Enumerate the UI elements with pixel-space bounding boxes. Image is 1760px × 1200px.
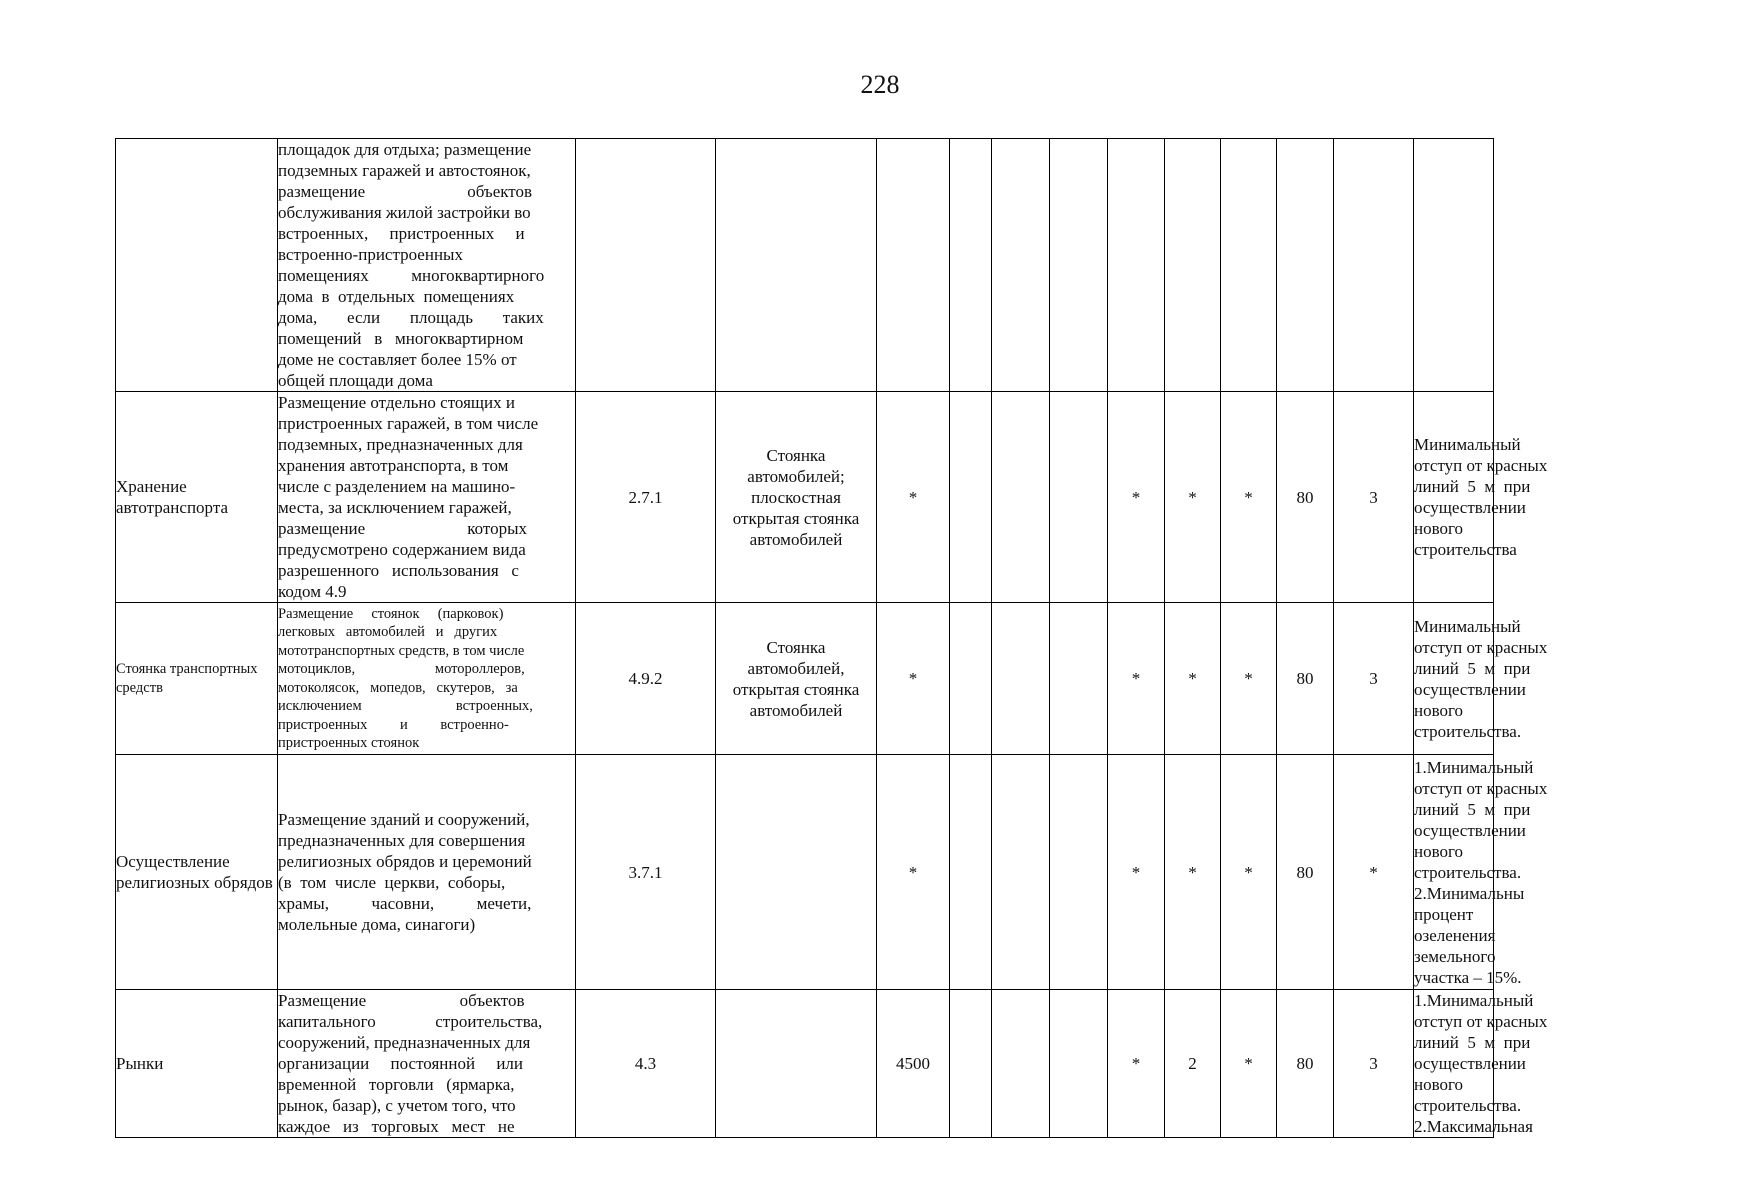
description-line: размещение которых [278,519,527,538]
note-line: линий 5 м при [1414,1033,1531,1052]
param-cell [992,990,1050,1138]
description-line: пристроенных гаражей, в том числе [278,414,539,433]
use-name-cell [116,139,278,392]
param-cell: * [877,392,950,603]
description-line: пристроенных стоянок [278,735,420,751]
description-line: общей площади дома [278,371,433,390]
description-line: сооружений, предназначенных для [278,1033,531,1052]
description-line: числе с разделением на машино- [278,477,516,496]
description-line: площадок для отдыха; размещение [278,140,532,159]
param-cell [950,139,992,392]
note-line: осуществлении [1414,498,1526,517]
description-line: хранения автотранспорта, в том [278,456,509,475]
note-line: строительства. [1414,721,1522,741]
auxiliary-use-cell [716,990,877,1138]
use-name-cell: Хранение автотранспорта [116,392,278,603]
use-name-cell: Осуществление религиозных обрядов [116,755,278,990]
use-name-cell: Рынки [116,990,278,1138]
auxiliary-use-cell [716,139,877,392]
description-line: помещений в многоквартирном [278,329,524,348]
description-line: рынок, базар), с учетом того, что [278,1096,516,1115]
table-row [116,392,1661,603]
note-line: строительства. [1414,1096,1522,1115]
description-line: храмы, часовни, мечети, [278,894,532,913]
description-line: разрешенного использования с [278,561,519,580]
param-cell: * [1165,603,1221,755]
param-cell [992,603,1050,755]
description-line: Размещение зданий и сооружений, [278,810,530,829]
param-cell: * [1108,603,1165,755]
param-cell: 4500 [877,990,950,1138]
page-number: 228 [860,70,900,99]
param-cell [1277,139,1334,392]
param-cell: * [1221,603,1277,755]
note-line: строительства [1414,540,1517,559]
description-line: легковых автомобилей и других [278,624,498,640]
description-line: Размещение объектов [278,991,525,1010]
use-description-cell [278,392,576,603]
description-line: размещение объектов [278,182,533,201]
use-description-cell [278,139,576,392]
param-cell [950,990,992,1138]
description-line: исключением встроенных, [278,698,533,714]
note-line: отступ от красных [1414,637,1548,657]
param-cell: 3 [1334,392,1414,603]
note-line: Минимальный [1414,616,1521,636]
note-cell [1414,755,1548,990]
param-cell: * [1165,392,1221,603]
note-line: процент [1414,904,1474,924]
table-row [116,755,1661,990]
param-cell [950,392,992,603]
param-cell [877,139,950,392]
note-cell [1414,392,1548,603]
param-cell: * [1108,755,1165,990]
description-line: помещениях многоквартирного [278,266,545,285]
description-line: капитального строительства, [278,1012,543,1031]
note-line: линий 5 м при [1414,799,1531,819]
table-row [116,990,1661,1138]
description-line: предназначенных для совершения [278,831,526,850]
param-cell [950,603,992,755]
use-description-cell [278,603,576,755]
param-cell: * [1108,990,1165,1138]
use-code-cell [576,139,716,392]
param-cell: * [877,755,950,990]
note-line: 1.Минимальный [1414,991,1534,1010]
description-line: предусмотрено содержанием вида [278,540,526,559]
note-line: озеленения [1414,925,1496,945]
param-cell: 3 [1334,990,1414,1138]
param-cell [1334,139,1414,392]
param-cell: * [1334,755,1414,990]
auxiliary-use-cell: Стоянка автомобилей, открытая стоянка автомобилей [716,603,877,755]
description-line: встроенных, пристроенных и [278,224,525,243]
description-line: Размещение отдельно стоящих и [278,393,515,412]
auxiliary-use-cell: Стоянка автомобилей; плоскостная открытая стоянка автомобилей [716,392,877,603]
description-line: религиозных обрядов и церемоний [278,852,532,871]
param-cell: * [1221,755,1277,990]
param-cell: * [1221,392,1277,603]
note-line: Минимальный [1414,435,1521,454]
note-line: линий 5 м при [1414,477,1531,496]
param-cell: 80 [1277,755,1334,990]
description-line: встроенно-пристроенных [278,245,463,264]
description-line: временной торговли (ярмарка, [278,1075,515,1094]
param-cell [1050,990,1108,1138]
note-line: строительства. [1414,862,1522,882]
use-code-cell: 3.7.1 [576,755,716,990]
param-cell [1221,139,1277,392]
param-cell: * [1165,755,1221,990]
description-line: каждое из торговых мест не [278,1117,515,1136]
auxiliary-use-cell [716,755,877,990]
land-use-table [115,138,1661,1138]
description-line: Размещение стоянок (парковок) [278,605,504,622]
description-line: мотоколясок, мопедов, скутеров, за [278,679,518,696]
description-line: мотоциклов, мотороллеров, [278,661,525,677]
param-cell: 80 [1277,990,1334,1138]
param-cell: * [1108,392,1165,603]
table-row [116,603,1661,755]
note-line: отступ от красных [1414,778,1548,798]
note-line: осуществлении [1414,679,1526,699]
param-cell [992,392,1050,603]
param-cell [950,755,992,990]
use-code-cell: 4.9.2 [576,603,716,755]
note-line: отступ от красных [1414,456,1548,475]
use-code-cell: 4.3 [576,990,716,1138]
description-line: подземных, предназначенных для [278,435,523,454]
use-description-cell [278,755,576,990]
note-cell [1414,139,1494,392]
description-line: доме не составляет более 15% от [278,350,517,369]
note-line: нового [1414,841,1464,861]
note-line: линий 5 м при [1414,658,1531,678]
param-cell [1165,139,1221,392]
note-line: земельного [1414,946,1496,966]
use-description-cell [278,990,576,1138]
description-line: кодом 4.9 [278,582,347,601]
note-line: 2.Максимальная [1414,1117,1533,1136]
note-line: участка – 15%. [1414,967,1522,987]
note-line: 2.Минимальны [1414,883,1525,903]
param-cell [1050,755,1108,990]
description-line: дома, если площадь таких [278,308,544,327]
note-line: нового [1414,519,1464,538]
note-cell [1414,990,1548,1138]
param-cell: * [1221,990,1277,1138]
param-cell: * [877,603,950,755]
use-code-cell: 2.7.1 [576,392,716,603]
description-line: дома в отдельных помещениях [278,287,515,306]
description-line: (в том числе церкви, соборы, [278,873,506,892]
param-cell [1050,392,1108,603]
note-line: осуществлении [1414,820,1526,840]
description-line: места, за исключением гаражей, [278,498,512,517]
param-cell [992,139,1050,392]
param-cell [1108,139,1165,392]
note-line: осуществлении [1414,1054,1526,1073]
param-cell [1050,139,1108,392]
param-cell: 3 [1334,603,1414,755]
note-line: нового [1414,700,1464,720]
description-line: молельные дома, синагоги) [278,915,476,934]
description-line: мототранспортных средств, в том числе [278,642,525,659]
description-line: подземных гаражей и автостоянок, [278,161,531,180]
param-cell [992,755,1050,990]
note-line: 1.Минимальный [1414,757,1534,777]
description-line: организации постоянной или [278,1054,524,1073]
note-line: отступ от красных [1414,1012,1548,1031]
note-line: нового [1414,1075,1464,1094]
param-cell: 80 [1277,392,1334,603]
param-cell [1050,603,1108,755]
use-name-cell: Стоянка транспортных средств [116,603,278,755]
table-row [116,139,1661,392]
note-cell [1414,603,1548,755]
description-line: обслуживания жилой застройки во [278,203,531,222]
param-cell: 80 [1277,603,1334,755]
param-cell: 2 [1165,990,1221,1138]
description-line: пристроенных и встроенно- [278,716,509,733]
